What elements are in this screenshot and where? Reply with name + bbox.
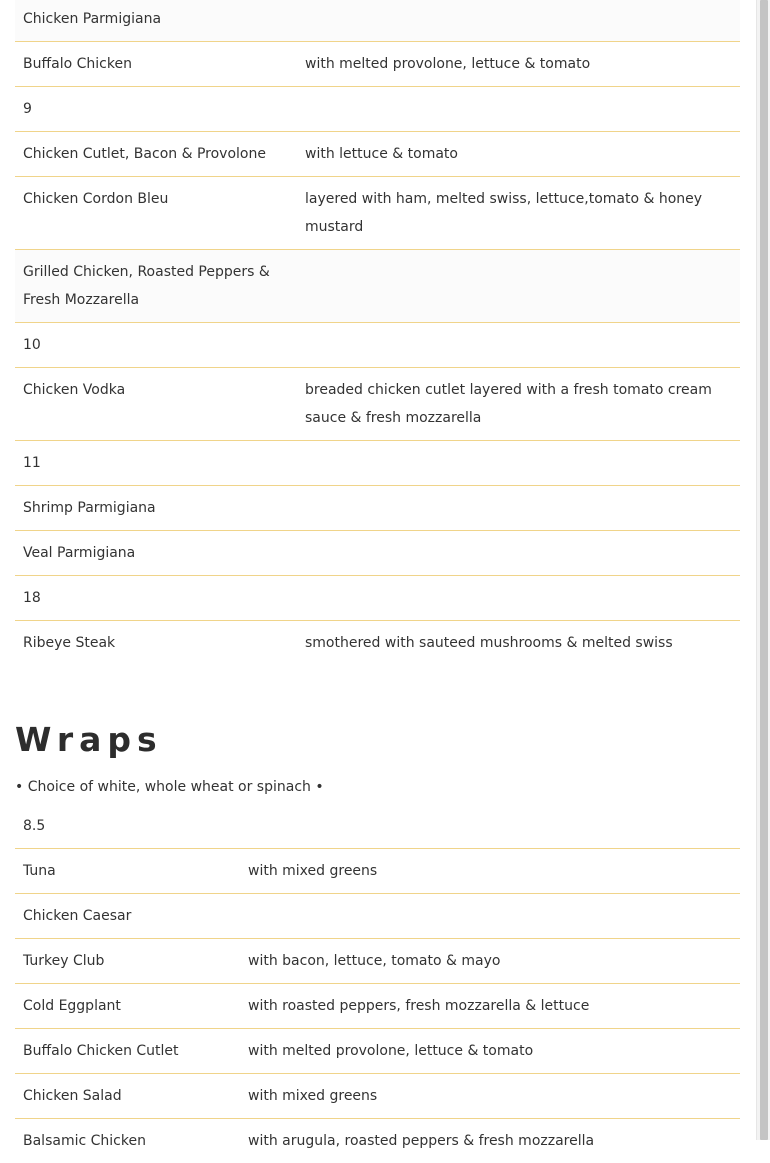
item-name: Tuna (15, 849, 240, 894)
menu-row (15, 132, 740, 177)
item-name: Turkey Club (15, 939, 240, 984)
menu-row (15, 441, 740, 486)
item-name: Buffalo Chicken (15, 42, 297, 87)
item-description (297, 441, 740, 486)
wraps-note: • Choice of white, whole wheat or spinach • (15, 777, 740, 797)
menu-row (15, 42, 740, 87)
menu-row (15, 939, 740, 984)
menu-row (15, 177, 740, 250)
item-name: Cold Eggplant (15, 984, 240, 1029)
menu-content (15, 0, 740, 1163)
vertical-scrollbar[interactable] (756, 0, 770, 1140)
item-name: Chicken Parmigiana (15, 0, 297, 42)
item-name: Veal Parmigiana (15, 531, 297, 576)
menu-row (15, 323, 740, 368)
item-name: Chicken Vodka (15, 368, 297, 441)
item-description: layered with ham, melted swiss, lettuce,tomato & honey mustard (297, 177, 740, 250)
item-description: smothered with sauteed mushrooms & melted swiss (297, 621, 740, 666)
item-description (297, 250, 740, 323)
menu-row (15, 621, 740, 666)
menu-row (15, 87, 740, 132)
item-description: with melted provolone, lettuce & tomato (297, 42, 740, 87)
item-name: Chicken Caesar (15, 894, 240, 939)
price-row: 10 (15, 323, 297, 368)
wraps-heading: Wraps (15, 720, 740, 760)
menu-row (15, 0, 740, 42)
menu-row (15, 894, 740, 939)
sandwich-menu-table (15, 0, 740, 665)
price-row: 11 (15, 441, 297, 486)
item-description: with mixed greens (240, 849, 740, 894)
menu-row (15, 486, 740, 531)
item-description (297, 576, 740, 621)
item-description (240, 804, 740, 849)
menu-row (15, 1029, 740, 1074)
price-row: 9 (15, 87, 297, 132)
item-description (297, 87, 740, 132)
item-description: with lettuce & tomato (297, 132, 740, 177)
menu-row (15, 1119, 740, 1163)
item-description (297, 486, 740, 531)
item-description: with roasted peppers, fresh mozzarella & lettuce (240, 984, 740, 1029)
item-name: Shrimp Parmigiana (15, 486, 297, 531)
item-description: with bacon, lettuce, tomato & mayo (240, 939, 740, 984)
item-description (297, 0, 740, 42)
item-description: with melted provolone, lettuce & tomato (240, 1029, 740, 1074)
item-description (240, 894, 740, 939)
price-row: 18 (15, 576, 297, 621)
wraps-menu-table (15, 804, 740, 1163)
item-name: Ribeye Steak (15, 621, 297, 666)
item-name: Grilled Chicken, Roasted Peppers & Fresh Mozzarella (15, 250, 297, 323)
menu-row (15, 531, 740, 576)
item-name: Chicken Salad (15, 1074, 240, 1119)
menu-row (15, 576, 740, 621)
item-name: Buffalo Chicken Cutlet (15, 1029, 240, 1074)
item-description (297, 323, 740, 368)
item-description: with mixed greens (240, 1074, 740, 1119)
scrollbar-thumb[interactable] (760, 0, 768, 1140)
price-row: 8.5 (15, 804, 240, 849)
item-description: with arugula, roasted peppers & fresh mozzarella (240, 1119, 740, 1163)
item-description: breaded chicken cutlet layered with a fresh tomato cream sauce & fresh mozzarella (297, 368, 740, 441)
menu-row (15, 368, 740, 441)
menu-row (15, 804, 740, 849)
item-name: Chicken Cutlet, Bacon & Provolone (15, 132, 297, 177)
item-name: Chicken Cordon Bleu (15, 177, 297, 250)
menu-row (15, 849, 740, 894)
menu-row (15, 250, 740, 323)
item-name: Balsamic Chicken (15, 1119, 240, 1163)
menu-row (15, 984, 740, 1029)
menu-row (15, 1074, 740, 1119)
item-description (297, 531, 740, 576)
